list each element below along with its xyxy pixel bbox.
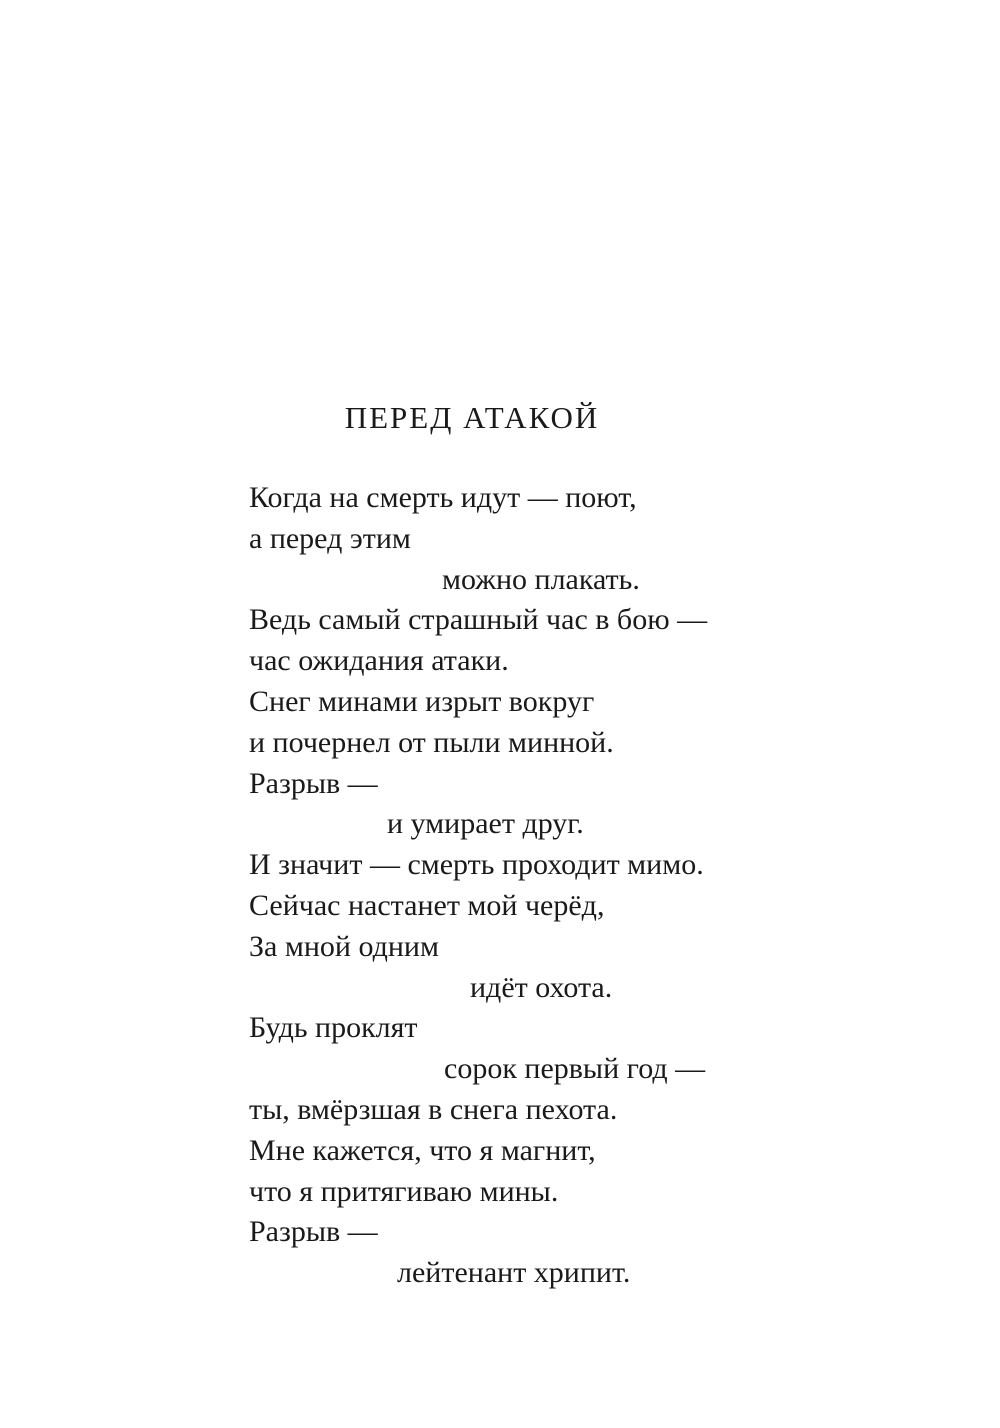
poem-line: а перед этим xyxy=(249,521,411,555)
poem-line: Когда на смерть идут — поют, xyxy=(249,481,637,514)
poem-line: сорок первый год — xyxy=(444,1052,706,1086)
poem-line: Мне кажется, что я магнит, xyxy=(249,1133,596,1167)
poem-line: можно плакать. xyxy=(442,562,640,596)
poem-line: Ведь самый страшный час в бою — xyxy=(249,603,708,637)
poem-line: и почернел от пыли минной. xyxy=(249,725,614,759)
poem-line: Сейчас настанет мой черёд, xyxy=(249,888,605,922)
poem-line: Разрыв — xyxy=(249,1215,378,1249)
poem-line: ты, вмёрзшая в снега пехота. xyxy=(249,1092,618,1126)
poem-line: Разрыв — xyxy=(249,766,378,800)
poem-line: час ожидания атаки. xyxy=(249,644,509,678)
poem-line: И значит — смерть проходит мимо. xyxy=(249,848,704,882)
poem-line: что я притягиваю мины. xyxy=(249,1174,559,1208)
poem-title xyxy=(0,400,1000,436)
poem-line: и умирает друг. xyxy=(387,807,584,841)
poem-body xyxy=(249,478,949,1294)
poem-title-text: ПЕРЕД АТАКОЙ xyxy=(344,400,600,435)
poem-line: идёт охота. xyxy=(470,970,613,1004)
poem-line: Снег минами изрыт вокруг xyxy=(249,684,595,718)
poem-line: За мной одним xyxy=(249,929,439,963)
poem-line: лейтенант хрипит. xyxy=(397,1256,631,1290)
poem-line: Будь проклят xyxy=(249,1011,418,1045)
